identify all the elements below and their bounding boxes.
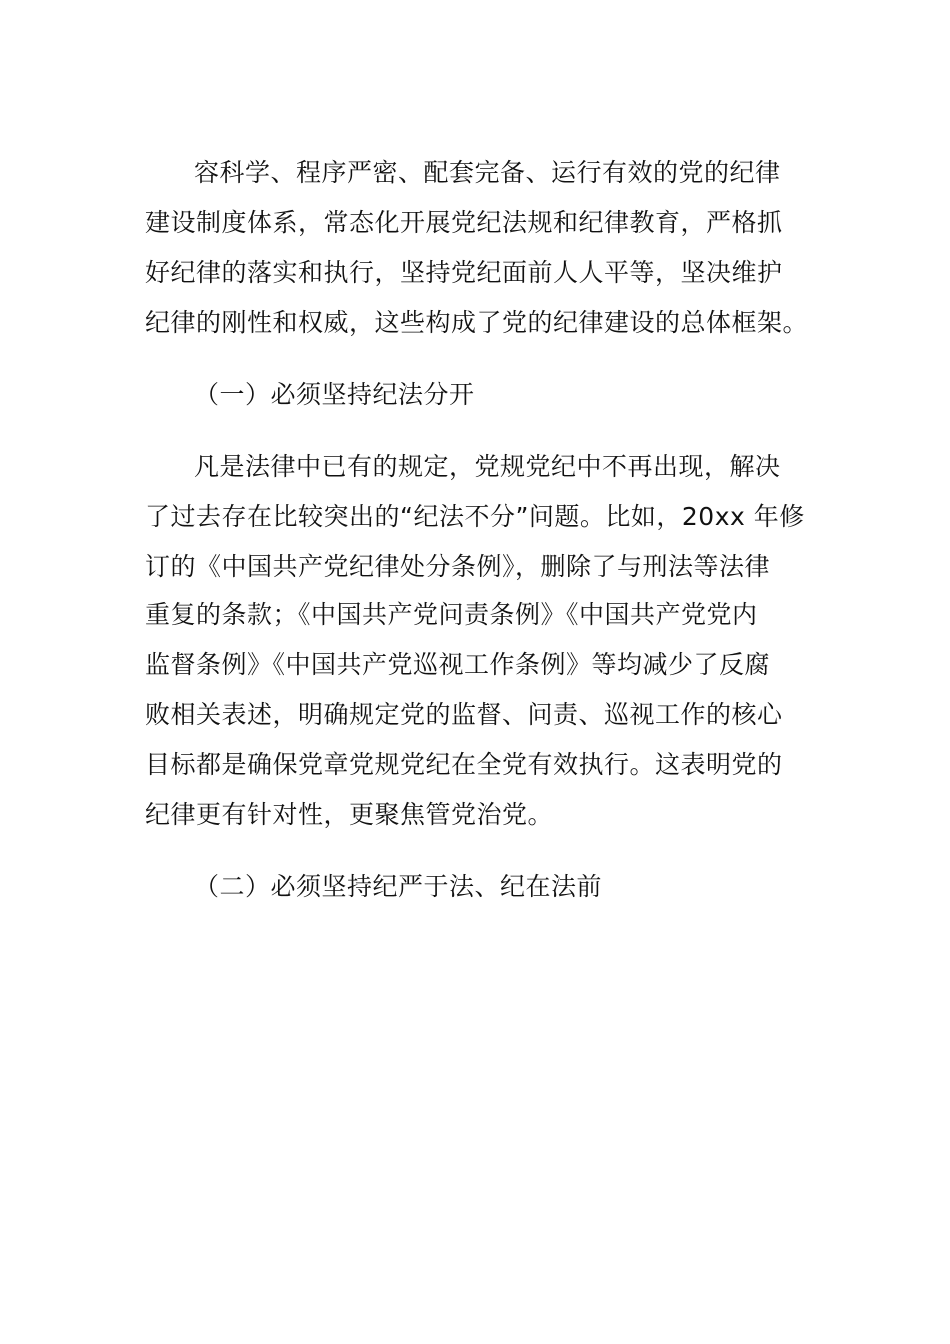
paragraph-line: 了过去存在比较突出的“纪法不分”问题。比如，20xx 年修 [145,502,805,531]
section-heading: （二）必须坚持纪严于法、纪在法前 [194,872,603,901]
paragraph-line: 建设制度体系，常态化开展党纪法规和纪律教育，严格抓 [145,208,783,237]
paragraph-line: 重复的条款；《中国共产党问责条例》《中国共产党党内 [145,600,758,629]
paragraph-line: 订的《中国共产党纪律处分条例》，删除了与刑法等法律 [145,552,771,581]
paragraph-line: 凡是法律中已有的规定，党规党纪中不再出现，解决 [194,452,781,481]
paragraph-line: 纪律更有针对性，更聚焦管党治党。 [145,800,554,829]
paragraph-line: 监督条例》《中国共产党巡视工作条例》等均减少了反腐 [145,650,771,679]
paragraph-line: 好纪律的落实和执行，坚持党纪面前人人平等，坚决维护 [145,258,783,287]
paragraph-line: 纪律的刚性和权威，这些构成了党的纪律建设的总体框架。 [145,308,809,337]
paragraph-line: 败相关表述，明确规定党的监督、问责、巡视工作的核心 [145,700,783,729]
paragraph-line: 容科学、程序严密、配套完备、运行有效的党的纪律 [194,158,781,187]
paragraph-line: 目标都是确保党章党规党纪在全党有效执行。这表明党的 [145,750,783,779]
section-heading: （一）必须坚持纪法分开 [194,380,475,409]
